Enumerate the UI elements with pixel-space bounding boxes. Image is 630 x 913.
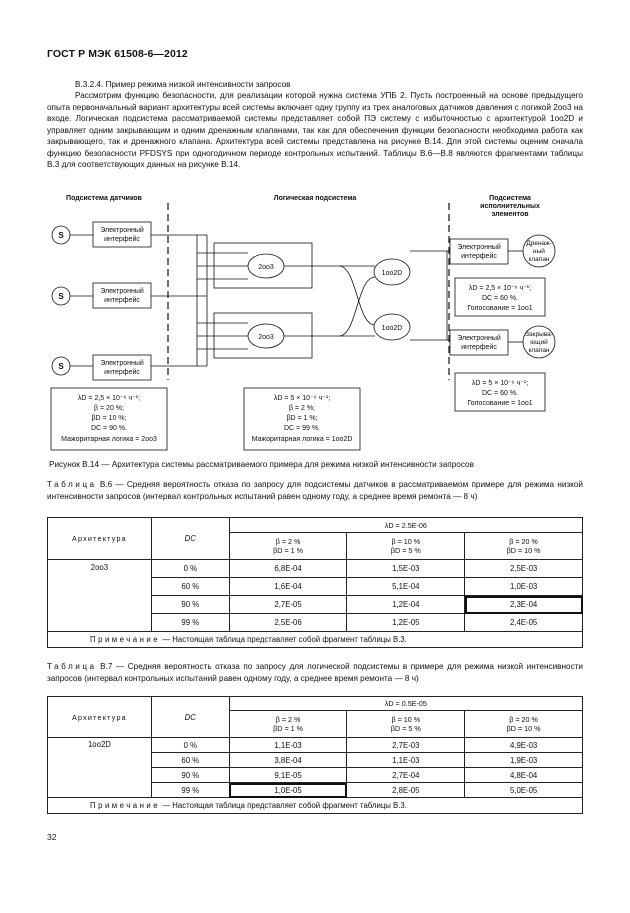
vote-1oo2d-b: 1oo2D (381, 325, 403, 332)
table7-cell: 4,9E-03 (465, 738, 583, 753)
sensor-param-2: β = 20 %; (94, 405, 124, 412)
table7-cell: 1,9E-03 (465, 753, 583, 768)
table6-betad-3: βD = 10 % (506, 546, 541, 555)
table7-betad-1: βD = 1 % (273, 724, 304, 733)
architecture-diagram (47, 195, 587, 453)
drain-valve-l1: Дренаж- (526, 240, 552, 247)
sensor-row-3 (52, 355, 207, 380)
table6-cell: 1,2E-05 (347, 614, 465, 632)
sensor-s-3: S (58, 362, 64, 371)
table6-cell: 6,8E-04 (229, 560, 347, 578)
shutoff-valve-l2: ющий (530, 339, 548, 346)
page-number: 32 (47, 832, 57, 842)
figure-caption: Рисунок В.14 — Архитектура системы рассматриваемого примера для режима низкой интенсивности запросов (49, 460, 474, 469)
final-interface-2 (450, 330, 508, 355)
final-param-1-2: DC = 60 %. (482, 295, 518, 302)
iface-1-l1: Электронный (100, 227, 144, 234)
drain-valve-l3: клапан (528, 256, 550, 263)
sensor-row-2 (52, 283, 207, 308)
sensor-param-3: βD = 10 %; (91, 415, 127, 422)
table6-cell-highlighted: 2,3E-04 (465, 596, 583, 614)
table6-cell: 2,4E-05 (465, 614, 583, 632)
table6-note-prefix: Примечание (90, 635, 161, 644)
table6-note-text: — Настоящая таблица представляет собой фрагмент таблицы В.3. (162, 635, 407, 644)
section-title: В.3.2.4. Пример режима низкой интенсивности запросов (75, 80, 291, 89)
table6-cell: 90 % (151, 596, 229, 614)
vote-1oo2d-a: 1oo2D (381, 270, 403, 277)
sensor-param-5: Мажоритарная логика = 2oo3 (61, 436, 157, 443)
sensor-param-4: DC = 90 %. (91, 425, 127, 432)
table6-cell: 1,6E-04 (229, 578, 347, 596)
final-param-2-2: DC = 60 %. (482, 390, 518, 397)
table7-cell: 2,7E-04 (347, 768, 465, 783)
table7-cell: 60 % (151, 753, 229, 768)
table7-cell: 2,7E-03 (347, 738, 465, 753)
body-paragraph (47, 90, 583, 171)
table7-arch: 1oo2D (48, 738, 152, 798)
logic-param-1: λD = 5 × 10⁻⁶ ч⁻¹; (273, 395, 331, 402)
vote-2oo3-b: 2oo3 (258, 334, 274, 341)
table6-betad-1: βD = 1 % (273, 546, 304, 555)
final-param-1-3: Голосование = 1oo1 (467, 305, 533, 312)
table7-cell: 5,0E-05 (465, 783, 583, 798)
label-final-1: Подсистема (489, 195, 531, 202)
table7-cell: 2,8E-05 (347, 783, 465, 798)
logic-param-5: Мажоритарная логика = 1oo2D (251, 436, 353, 443)
final-iface-1-l2: интерфейс (461, 253, 497, 260)
table6-col-arch: Архитектура (48, 518, 152, 560)
table6-caption-text: В.6 — Средняя вероятность отказа по запросу для подсистемы датчиков в рассматриваемом примере для режима низкой интенсивности запросов (интервал контрольных испытаний равен одному году, а среднее время ремонта — 8 ч) (47, 480, 583, 501)
table7-beta-1: β = 2 % (275, 715, 301, 724)
table7-note-text: — Настоящая таблица представляет собой фрагмент таблицы В.3. (162, 801, 407, 810)
table6-note (48, 632, 583, 648)
table6-arch: 2oo3 (48, 560, 152, 632)
label-final-3: элементов (491, 211, 529, 218)
table7-cell: 99 % (151, 783, 229, 798)
table6-cell: 60 % (151, 578, 229, 596)
logic-param-3: βD = 1 %; (286, 415, 318, 422)
drain-valve-l2: ный (533, 248, 545, 255)
sensor-param-1: λD = 2,5 × 10⁻⁶ ч⁻¹; (77, 395, 141, 402)
table7 (47, 696, 583, 814)
table6-caption (47, 479, 583, 502)
table6-cell: 2,5E-06 (229, 614, 347, 632)
table7-cell: 3,8E-04 (229, 753, 347, 768)
sensor-s-2: S (58, 292, 64, 301)
iface-3-l1: Электронный (100, 360, 144, 367)
table7-betad-3: βD = 10 % (506, 724, 541, 733)
table6-lambda: λD = 2.5E-06 (229, 518, 582, 533)
shutoff-valve-l3: клапан (528, 347, 550, 354)
sensor-row-1 (52, 222, 207, 247)
logic-param-4: DC = 99 %. (284, 425, 320, 432)
table6-beta-2: β = 10 % (391, 537, 421, 546)
label-sensors: Подсистема датчиков (66, 195, 142, 202)
table6-col-dc: DC (151, 518, 229, 560)
table6-cell: 99 % (151, 614, 229, 632)
table7-cell: 1,1E-03 (347, 753, 465, 768)
vote-2oo3-a: 2oo3 (258, 264, 274, 271)
iface-2-l1: Электронный (100, 288, 144, 295)
final-param-2-1: λD = 5 × 10⁻⁶ ч⁻¹; (471, 380, 529, 387)
table6-cell: 1,5E-03 (347, 560, 465, 578)
iface-3-l2: интерфейс (104, 369, 140, 376)
table6-cell: 2,5E-03 (465, 560, 583, 578)
table7-col-dc: DC (151, 697, 229, 738)
table7-note (48, 798, 583, 814)
final-interface-1 (450, 239, 508, 264)
table6 (47, 517, 583, 648)
label-final-2: исполнительных (480, 203, 540, 210)
table7-cell: 0 % (151, 738, 229, 753)
table6-prefix: Таблица (47, 480, 97, 489)
table7-beta-2: β = 10 % (391, 715, 421, 724)
table7-note-prefix: Примечание (90, 801, 161, 810)
table7-cell: 9,1E-05 (229, 768, 347, 783)
table7-caption-text: В.7 — Средняя вероятность отказа по запросу для логической подсистемы в примере для режима низкой интенсивности запросов (интервал контрольных испытаний равен одному году, а среднее время ремонта — 8 ч) (47, 662, 584, 683)
paragraph-text: Рассмотрим функцию безопасности, для реализации которой нужна система УПБ 2. Пусть построенный на основе предыдущего опыта первоначальный вариант архитектуры всей системы включает одну группу из трех аналоговых датчиков давления с логикой 2oo3 на входе. Логическая подсистема рассматриваемой системы представляет собой ПЭ систему с избыточностью с архитектурой 1oo2D и управляет одним закрывающим и одним дренажным клапанами, так как для обеспечения функции безопасности необходима работа как закрывающего, так и дренажного клапана. Архитектура всей системы представлена на рисунке В.14. Для этой системы оценим сначала функцию безопасности PFDSYS при одногодичном периоде контрольных испытаний. Таблицы В.6—В.8 являются фрагментами таблицы В.3 для соответствующих данных на рисунке В.14. (47, 91, 583, 169)
final-iface-1-l1: Электронный (457, 244, 501, 251)
table6-cell: 2,7E-05 (229, 596, 347, 614)
table6-cell: 5,1E-04 (347, 578, 465, 596)
table7-cell: 4,8E-04 (465, 768, 583, 783)
table7-prefix: Таблица (47, 662, 97, 671)
table6-cell: 1,0E-03 (465, 578, 583, 596)
logic-param-2: β = 2 %; (288, 405, 316, 412)
table6-cell: 0 % (151, 560, 229, 578)
table7-beta-3: β = 20 % (509, 715, 538, 724)
table6-betad-2: βD = 5 % (390, 546, 421, 555)
table6-cell: 1,2E-04 (347, 596, 465, 614)
final-param-1-1: λD = 2,5 × 10⁻⁶ ч⁻¹; (468, 285, 532, 292)
table7-cell-highlighted: 1,0E-05 (229, 783, 347, 798)
table7-cell: 1,1E-03 (229, 738, 347, 753)
table7-betad-2: βD = 5 % (390, 724, 421, 733)
table7-lambda: λD = 0.5E-05 (229, 697, 582, 711)
table7-cell: 90 % (151, 768, 229, 783)
final-iface-2-l1: Электронный (457, 335, 501, 342)
iface-2-l2: интерфейс (104, 297, 140, 304)
sensor-s-1: S (58, 231, 64, 240)
label-logic: Логическая подсистема (273, 195, 357, 202)
final-param-2-3: Голосование = 1oo1 (467, 400, 533, 407)
table6-beta-1: β = 2 % (275, 537, 301, 546)
table6-beta-3: β = 20 % (509, 537, 538, 546)
shutoff-valve-l1: Закрыва- (525, 331, 553, 338)
table7-col-arch: Архитектура (48, 697, 152, 738)
table7-caption (47, 661, 583, 684)
page-header: ГОСТ Р МЭК 61508-6—2012 (47, 48, 188, 60)
iface-1-l2: интерфейс (104, 236, 140, 243)
final-iface-2-l2: интерфейс (461, 344, 497, 351)
